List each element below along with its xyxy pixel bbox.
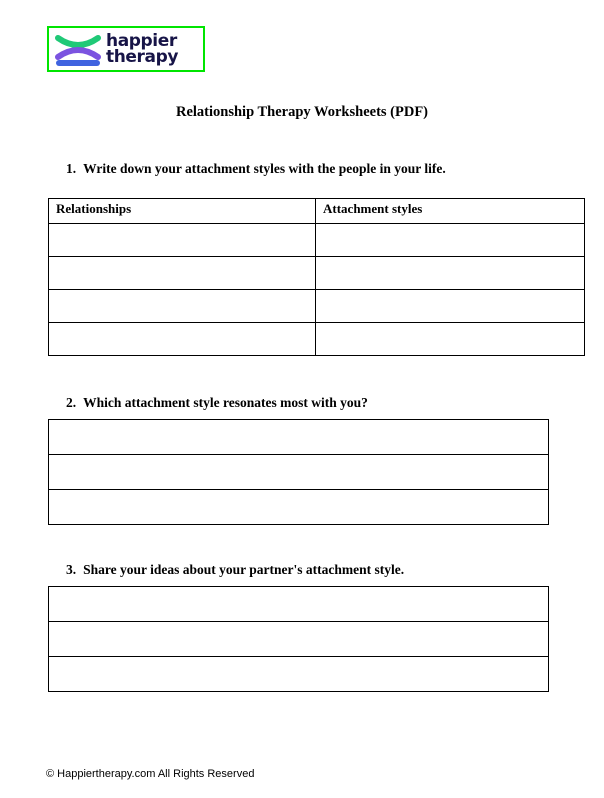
relationships-table [48, 198, 585, 356]
question-2-text: Which attachment style resonates most with you? [83, 395, 368, 410]
cell-attachment-style[interactable] [316, 323, 585, 356]
question-3-text: Share your ideas about your partner's attachment style. [83, 562, 405, 577]
answer-row [49, 657, 549, 692]
question-3-number: 3. [66, 562, 77, 577]
question-2 [66, 395, 368, 411]
table-row [49, 257, 585, 290]
answer-line[interactable] [49, 587, 549, 622]
question-1-text: Write down your attachment styles with the people in your life. [83, 161, 446, 176]
answer-row [49, 490, 549, 525]
answer-line[interactable] [49, 622, 549, 657]
logo-wordmark [106, 30, 179, 67]
answer-line[interactable] [49, 490, 549, 525]
cell-attachment-style[interactable] [316, 290, 585, 323]
logo-word-therapy: therapy [106, 47, 179, 67]
logo-word-happier: happier [106, 30, 177, 51]
answer-line[interactable] [49, 657, 549, 692]
answer-lines-question-3 [48, 586, 549, 692]
footer-copyright: © Happiertherapy.com All Rights Reserved [46, 768, 255, 780]
answer-row [49, 420, 549, 455]
cell-relationship[interactable] [49, 224, 316, 257]
table-row [49, 224, 585, 257]
table-header-relationships: Relationships [49, 199, 316, 224]
answer-row [49, 587, 549, 622]
cell-relationship[interactable] [49, 257, 316, 290]
question-2-number: 2. [66, 395, 77, 410]
table-header-attachment-styles: Attachment styles [316, 199, 585, 224]
table-header-row [49, 199, 585, 224]
cell-relationship[interactable] [49, 323, 316, 356]
answer-row [49, 622, 549, 657]
question-3 [66, 562, 404, 578]
table-row [49, 323, 585, 356]
table-row [49, 290, 585, 323]
answer-line[interactable] [49, 455, 549, 490]
answer-line[interactable] [49, 420, 549, 455]
question-1-number: 1. [66, 161, 77, 176]
cell-attachment-style[interactable] [316, 224, 585, 257]
answer-lines-question-2 [48, 419, 549, 525]
cell-attachment-style[interactable] [316, 257, 585, 290]
answer-row [49, 455, 549, 490]
question-1 [66, 161, 446, 177]
brand-logo [47, 26, 205, 72]
cell-relationship[interactable] [49, 290, 316, 323]
page-title: Relationship Therapy Worksheets (PDF) [175, 104, 429, 120]
logo-waves-icon [54, 30, 102, 68]
